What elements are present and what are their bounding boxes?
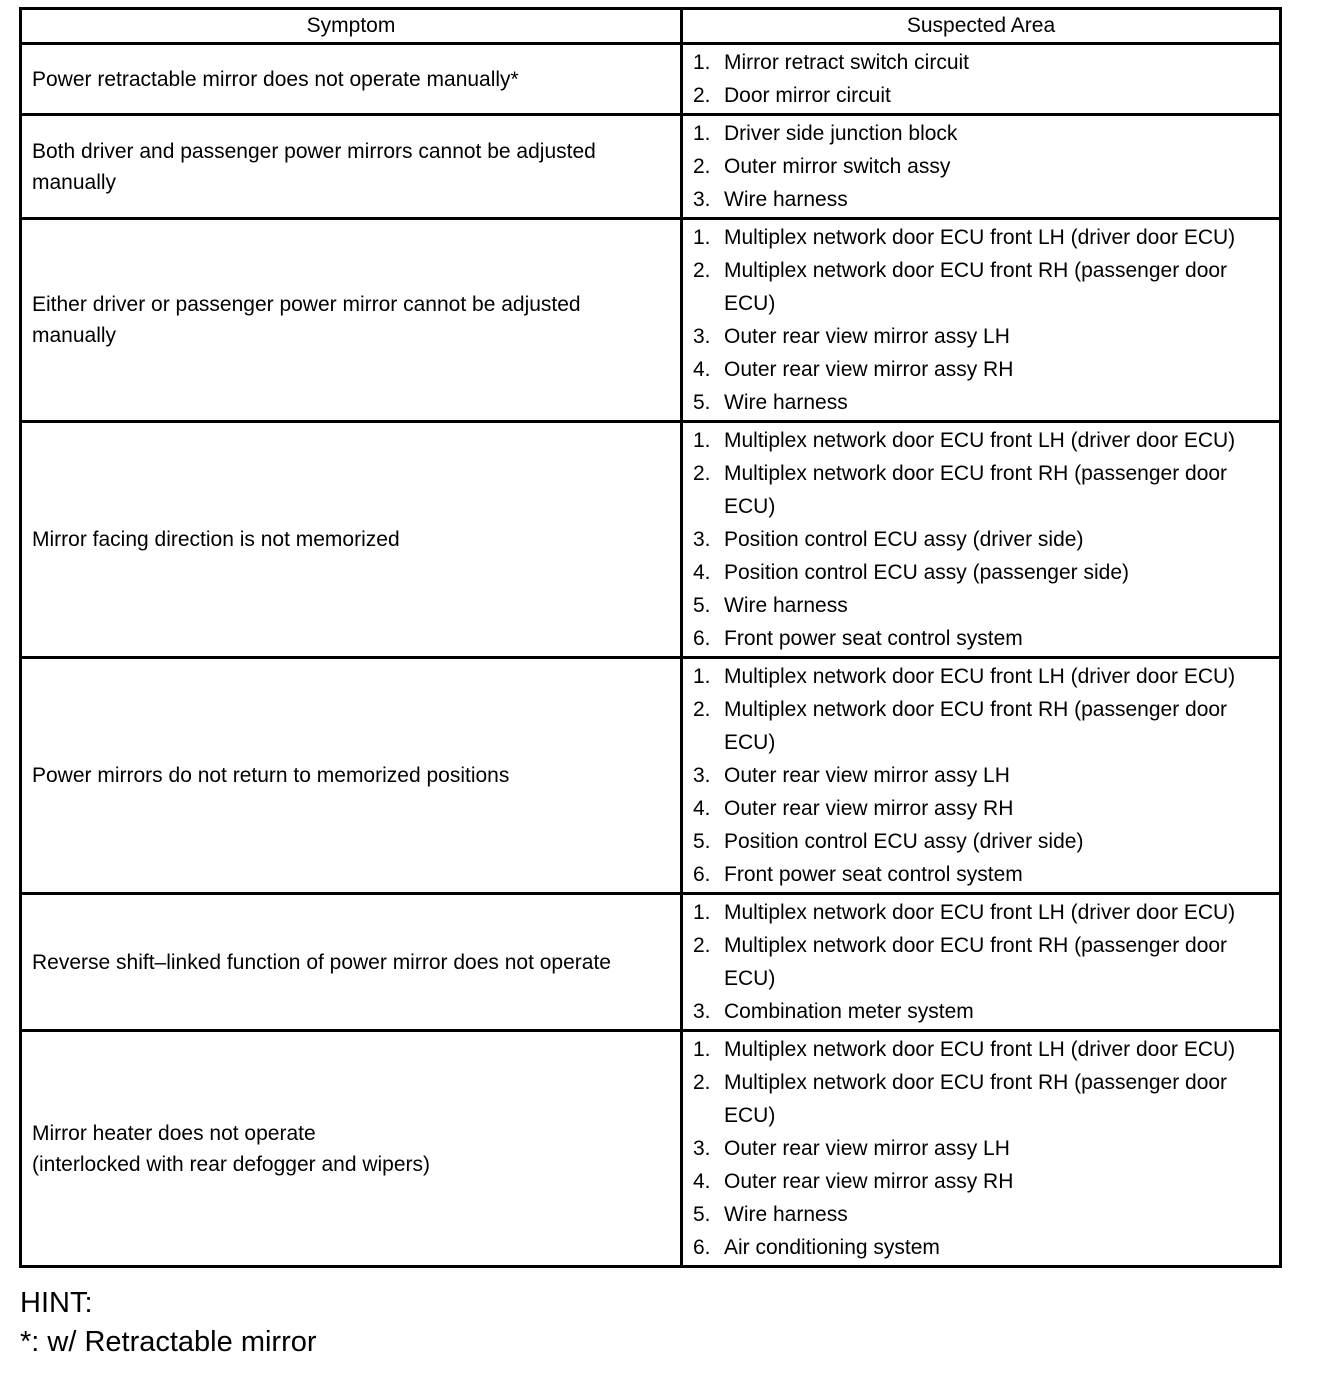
symptom-cell: [21, 422, 682, 658]
list-item-text: Front power seat control system: [724, 627, 1023, 650]
table-row: [21, 894, 1281, 1031]
list-item-number: 2.: [693, 1071, 711, 1094]
symptom-cell: [21, 44, 682, 115]
list-item-number: 4.: [693, 1170, 711, 1193]
symptom-text: manually: [32, 324, 117, 347]
list-item-text: Position control ECU assy (passenger side): [724, 561, 1130, 584]
suspected-area-column-header: Suspected Area: [682, 9, 1281, 44]
list-item: [693, 1033, 1269, 1066]
list-item-number: 2.: [693, 934, 711, 957]
list-item-number: 3.: [693, 764, 711, 787]
list-item-text: Position control ECU assy (driver side): [724, 528, 1084, 551]
list-item-number: 1.: [693, 665, 711, 688]
list-item: [693, 589, 1269, 622]
table-row: [21, 44, 1281, 115]
list-item-text: Multiplex network door ECU front RH (passenger door ECU): [724, 1071, 1228, 1127]
list-item-number: 4.: [693, 561, 711, 584]
list-item-text: Outer rear view mirror assy RH: [724, 797, 1014, 820]
table-row: [21, 115, 1281, 219]
table-row: [21, 658, 1281, 894]
list-item-text: Outer mirror switch assy: [724, 155, 951, 178]
list-item: [693, 183, 1269, 216]
symptom-text: Mirror heater does not operate: [32, 1121, 316, 1145]
suspected-area-cell: [682, 658, 1281, 894]
list-item-text: Mirror retract switch circuit: [724, 51, 970, 74]
list-item: [693, 1066, 1269, 1132]
symptom-cell: [21, 894, 682, 1031]
symptom-text: manually: [32, 170, 117, 194]
hint-title: HINT:: [20, 1287, 93, 1319]
suspected-area-cell: [682, 422, 1281, 658]
list-item-text: Multiplex network door ECU front LH (driver door ECU): [724, 226, 1236, 249]
list-item-number: 4.: [693, 797, 711, 820]
list-item: [693, 221, 1269, 254]
symptom-text: Reverse shift–linked function of power mirror does not operate: [32, 950, 611, 974]
list-item-text: Outer rear view mirror assy LH: [724, 325, 1010, 348]
list-item-number: 2.: [693, 698, 711, 721]
list-item-number: 6.: [693, 863, 711, 886]
list-item: [693, 759, 1269, 792]
list-item-text: Multiplex network door ECU front RH (passenger door ECU): [724, 259, 1228, 315]
suspected-area-cell: [682, 115, 1281, 219]
list-item: [693, 320, 1269, 353]
list-item-number: 5.: [693, 594, 711, 617]
list-item-text: Outer rear view mirror assy RH: [724, 358, 1014, 381]
suspected-area-cell: [682, 44, 1281, 115]
suspected-area-list: [693, 660, 1269, 891]
list-item-text: Door mirror circuit: [724, 84, 891, 107]
list-item-number: 1.: [693, 429, 711, 452]
list-item: [693, 79, 1269, 112]
list-item-number: 2.: [693, 155, 711, 178]
list-item: [693, 896, 1269, 929]
list-item-number: 2.: [693, 462, 711, 485]
list-item-number: 5.: [693, 830, 711, 853]
list-item-number: 2.: [693, 259, 711, 282]
suspected-area-cell: [682, 1031, 1281, 1267]
symptom-column-header: Symptom: [21, 9, 682, 44]
list-item-number: 3.: [693, 188, 711, 211]
list-item: [693, 46, 1269, 79]
list-item-number: 6.: [693, 627, 711, 650]
list-item-number: 1.: [693, 51, 711, 74]
list-item: [693, 1132, 1269, 1165]
symptom-text: Mirror facing direction is not memorized: [32, 528, 400, 551]
suspected-area-list: [693, 1033, 1269, 1264]
list-item-text: Wire harness: [724, 391, 848, 414]
list-item-number: 1.: [693, 1038, 711, 1061]
suspected-area-list: [693, 424, 1269, 655]
list-item: [693, 353, 1269, 386]
list-item-number: 5.: [693, 1203, 711, 1226]
suspected-area-cell: [682, 894, 1281, 1031]
list-item-number: 4.: [693, 358, 711, 381]
header-row: [21, 9, 1281, 44]
list-item-number: 3.: [693, 528, 711, 551]
list-item-text: Front power seat control system: [724, 863, 1023, 886]
suspected-area-list: [693, 46, 1269, 112]
list-item: [693, 792, 1269, 825]
symptom-text: Either driver or passenger power mirror cannot be adjusted: [32, 293, 581, 316]
symptom-cell: [21, 219, 682, 422]
list-item-text: Multiplex network door ECU front LH (driver door ECU): [724, 901, 1236, 924]
list-item-number: 3.: [693, 1000, 711, 1023]
symptom-text: Power retractable mirror does not operate manually*: [32, 67, 519, 91]
list-item: [693, 825, 1269, 858]
list-item-number: 1.: [693, 226, 711, 249]
list-item-number: 1.: [693, 901, 711, 924]
table-header: [21, 9, 1281, 44]
list-item-text: Multiplex network door ECU front LH (driver door ECU): [724, 665, 1236, 688]
symptom-cell: [21, 115, 682, 219]
list-item-text: Outer rear view mirror assy LH: [724, 1137, 1010, 1160]
suspected-area-list: [693, 221, 1269, 419]
list-item: [693, 1198, 1269, 1231]
table-row: [21, 219, 1281, 422]
list-item: [693, 693, 1269, 759]
list-item: [693, 457, 1269, 523]
list-item-text: Position control ECU assy (driver side): [724, 830, 1084, 853]
list-item: [693, 523, 1269, 556]
symptom-text: Power mirrors do not return to memorized positions: [32, 764, 510, 787]
list-item-text: Outer rear view mirror assy LH: [724, 764, 1010, 787]
symptom-cell: [21, 658, 682, 894]
symptom-text: Both driver and passenger power mirrors cannot be adjusted: [32, 139, 596, 163]
list-item-text: Air conditioning system: [724, 1236, 940, 1259]
list-item-text: Multiplex network door ECU front RH (passenger door ECU): [724, 462, 1228, 518]
list-item: [693, 117, 1269, 150]
list-item-number: 2.: [693, 84, 711, 107]
suspected-area-list: [693, 117, 1269, 216]
list-item: [693, 386, 1269, 419]
table-row: [21, 1031, 1281, 1267]
list-item: [693, 1231, 1269, 1264]
list-item-number: 5.: [693, 391, 711, 414]
suspected-area-list: [693, 896, 1269, 1028]
list-item-text: Multiplex network door ECU front LH (driver door ECU): [724, 1038, 1236, 1061]
list-item-number: 6.: [693, 1236, 711, 1259]
list-item-text: Multiplex network door ECU front RH (passenger door ECU): [724, 698, 1228, 754]
list-item: [693, 254, 1269, 320]
list-item: [693, 424, 1269, 457]
symptom-cell: [21, 1031, 682, 1267]
list-item: [693, 150, 1269, 183]
table-row: [21, 422, 1281, 658]
list-item-text: Outer rear view mirror assy RH: [724, 1170, 1014, 1193]
list-item: [693, 660, 1269, 693]
hint-note: *: w/ Retractable mirror: [20, 1326, 317, 1358]
list-item-number: 3.: [693, 1137, 711, 1160]
hint-block: [20, 1284, 317, 1362]
list-item-text: Combination meter system: [724, 1000, 974, 1023]
list-item: [693, 995, 1269, 1028]
list-item-text: Wire harness: [724, 594, 848, 617]
suspected-area-cell: [682, 219, 1281, 422]
list-item: [693, 1165, 1269, 1198]
list-item-text: Multiplex network door ECU front RH (passenger door ECU): [724, 934, 1228, 990]
problem-symptoms-table: [19, 7, 1282, 1268]
symptom-text: (interlocked with rear defogger and wipers): [32, 1152, 431, 1176]
list-item: [693, 858, 1269, 891]
list-item: [693, 622, 1269, 655]
list-item-number: 3.: [693, 325, 711, 348]
list-item-text: Wire harness: [724, 1203, 848, 1226]
list-item: [693, 556, 1269, 589]
list-item-text: Multiplex network door ECU front LH (driver door ECU): [724, 429, 1236, 452]
list-item-text: Wire harness: [724, 188, 848, 211]
list-item-number: 1.: [693, 122, 711, 145]
list-item-text: Driver side junction block: [724, 122, 958, 145]
list-item: [693, 929, 1269, 995]
table-body: [21, 44, 1281, 1267]
